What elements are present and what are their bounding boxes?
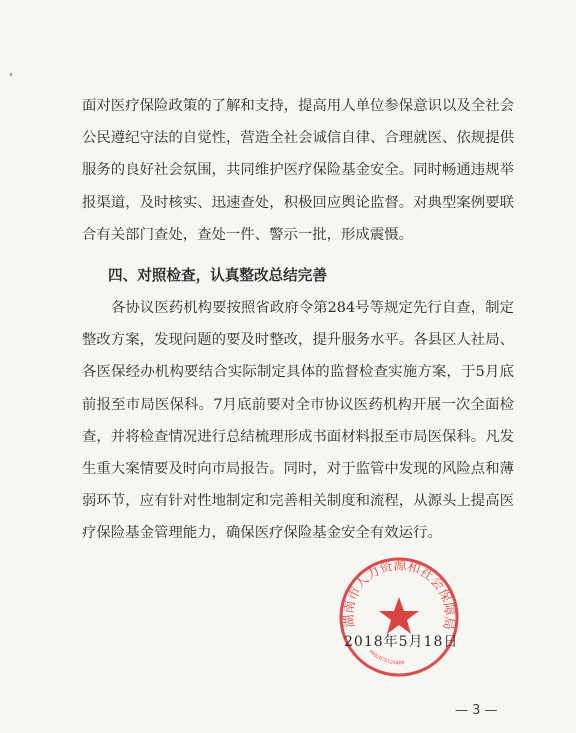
seal-star-icon xyxy=(379,597,419,634)
section-body: 各协议医药机构要按照省政府令第284号等规定先行自查，制定整改方案，发现问题的要及时整改，提升服务水平。各县区人社局、各医保经办机构要结合实际制定具体的监督检查实施方案，于5月底前报至市局医保科。7月底前要对全市协议医药机构开展一次全面检查，并将检查情况进行总结梳理形成书面材料报至市局医保科。凡发生重大案情要及时向市局报告。同时，对于监管中发现的风险点和薄弱环节，应有针对性地制定和完善相关制度和流程，从源头上提高医疗保险基金管理能力，确保医疗保险基金安全有效运行。 xyxy=(82,300,514,542)
scan-speck xyxy=(10,73,12,76)
page-number: — 3 — xyxy=(455,703,498,718)
seal-text-path: 湖南市人力资源和社会保障局 xyxy=(341,558,457,631)
document-date: 2018年5月18日 xyxy=(344,634,459,650)
official-seal xyxy=(337,555,461,679)
paragraph-continued: 面对医疗保险政策的了解和支持，提高用人单位参保意识以及全社会公民遵纪守法的自觉性，营造全社会诚信自律、合理就医、依规提供服务的良好社会氛围，共同维护医疗保险基金安全。同时畅通违规举报渠道，及时核实、迅速查处，积极回应舆论监督。对典型案例要联合有关部门查处，查处一件、警示一批，形成震慑。 xyxy=(82,98,514,243)
seal-code-path: 4602070124406 xyxy=(367,648,405,667)
section-heading: 四、对照检查，认真整改总结完善 xyxy=(108,267,327,284)
